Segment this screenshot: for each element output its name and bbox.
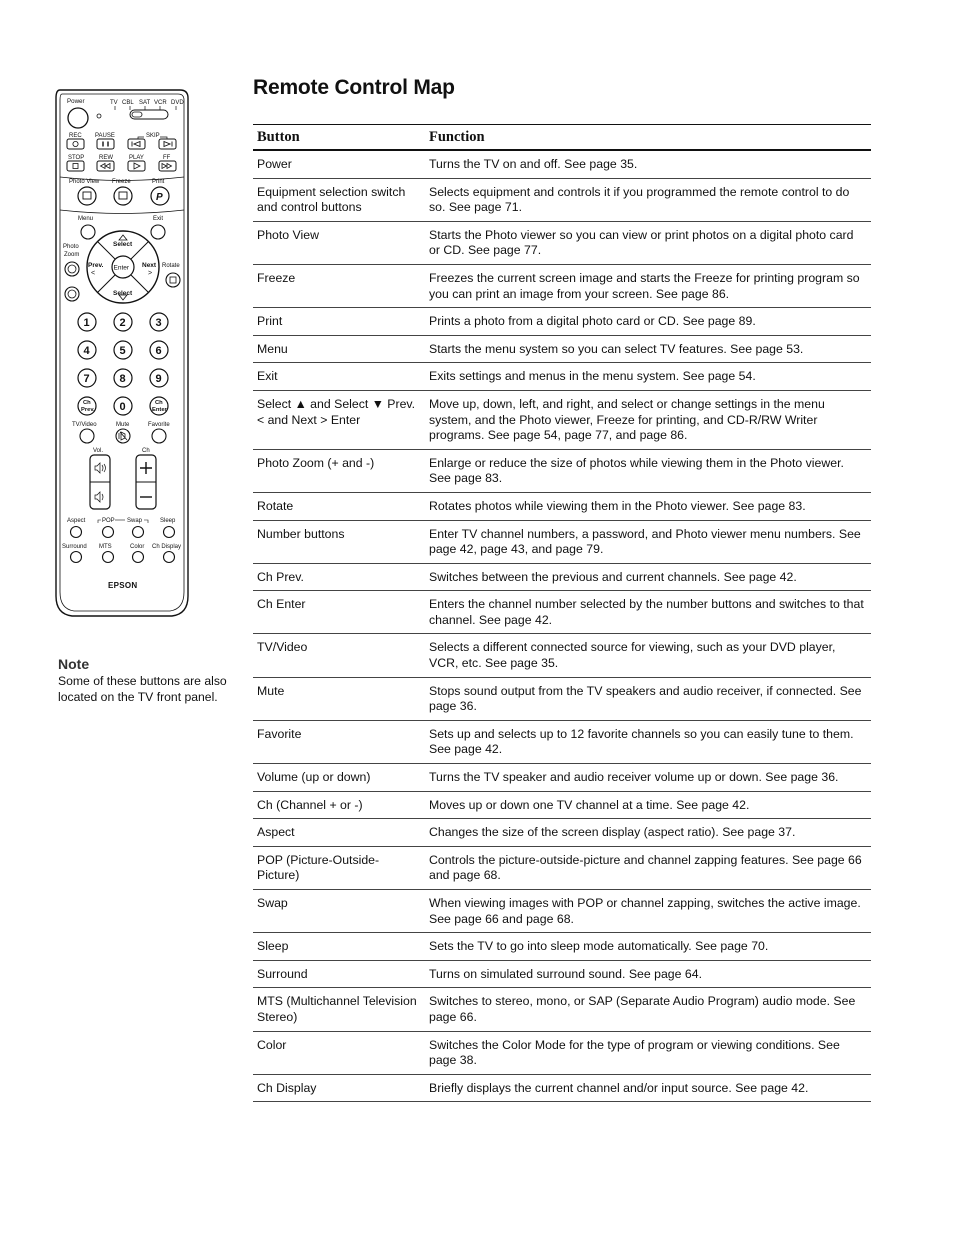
rotate-label: Rotate: [162, 263, 180, 269]
table-row: [253, 988, 871, 1031]
button-name-cell: Print: [257, 314, 283, 329]
note-title: Note: [58, 656, 90, 672]
color-label: Color: [130, 544, 145, 550]
mode-sat-label: SAT: [139, 100, 151, 106]
function-description-cell: Freezes the current screen image and starts the Freeze for printing program so you can print an image from your screen. See page 86.: [429, 270, 860, 301]
function-description-cell: Switches between the previous and current channels. See page 42.: [429, 569, 797, 584]
ch-display-label: Ch Display: [152, 544, 182, 550]
table-row: [253, 1074, 871, 1102]
function-description-cell: Switches the Color Mode for the type of program or viewing conditions. See page 38.: [429, 1037, 840, 1068]
swap-label: Swap: [127, 518, 143, 524]
channel-label: Ch: [142, 448, 150, 454]
table-row: [253, 449, 871, 492]
mode-cbl-label: CBL: [122, 100, 134, 106]
mute-label: Mute: [116, 422, 130, 428]
button-name-cell: Swap: [257, 896, 288, 910]
button-name-cell: Select ▲ and Select ▼ Prev. < and Next > Enter: [257, 396, 416, 427]
function-description-cell: Stops sound output from the TV speakers and audio receiver, if connected. See page 36.: [429, 683, 862, 714]
function-description-cell: Switches to stereo, mono, or SAP (Separate Audio Program) audio mode. See page 66.: [429, 994, 856, 1024]
number-6-label: 6: [155, 345, 162, 357]
table-row: [253, 634, 871, 677]
table-row: [253, 791, 871, 819]
button-name-cell: Photo View: [257, 227, 319, 242]
number-5-label: 5: [119, 345, 126, 357]
next-label: Next: [142, 262, 157, 269]
table-row: [253, 520, 871, 563]
select-up-label: Select: [113, 241, 133, 248]
function-description-cell: Move up, down, left, and right, and select or change settings in the menu system, and the Photo viewer, Freeze for printing, and CD-R/RW Writer programs. See page 54, page 77, and page 86.: [429, 396, 825, 443]
menu-label: Menu: [78, 216, 94, 222]
table-row: [253, 150, 871, 178]
button-name-cell: TV/Video: [257, 640, 308, 655]
pop-label: POP: [102, 518, 115, 524]
aspect-label: Aspect: [67, 518, 86, 524]
tv-video-button[interactable]: [80, 429, 94, 443]
number-8-label: 8: [119, 373, 126, 385]
button-name-cell: Mute: [257, 683, 285, 698]
prev-arrow-icon: <: [91, 270, 96, 277]
function-description-cell: Selects equipment and controls it if you programmed the remote control to do so. See page 71.: [429, 184, 850, 215]
table-row: [253, 846, 871, 889]
prev-label: Prev.: [88, 262, 104, 269]
button-name-cell: Ch (Channel + or -): [257, 797, 363, 812]
rec-label: REC: [69, 133, 82, 139]
function-description-cell: Rotates photos while viewing them in the Photo viewer. See page 83.: [429, 498, 806, 513]
pause-label: PAUSE: [95, 133, 115, 139]
remote-control-illustration: [52, 86, 194, 620]
power-label: Power: [67, 98, 85, 105]
photo-view-label: Photo View: [69, 179, 100, 185]
table-row: [253, 960, 871, 988]
stop-label: STOP: [68, 155, 85, 161]
enter-label: Enter: [113, 264, 130, 272]
ch-enter-label-1: Ch: [155, 400, 163, 406]
sleep-button[interactable]: [164, 527, 175, 538]
function-description-cell: Enters the channel number selected by the number buttons and switches to that channel. See page 42.: [429, 597, 864, 627]
function-description-cell: Briefly displays the current channel and/or input source. See page 42.: [429, 1080, 809, 1095]
menu-button[interactable]: [81, 225, 95, 239]
stop-button[interactable]: [67, 161, 84, 171]
button-name-cell: Ch Display: [257, 1080, 317, 1095]
button-name-cell: Exit: [257, 369, 278, 384]
freeze-label: Freeze: [112, 179, 131, 185]
remote-control-map-table: [253, 124, 871, 1102]
note-body: Some of these buttons are also located on the TV front panel.: [58, 674, 227, 704]
print-icon: P: [156, 192, 163, 203]
function-description-cell: When viewing images with POP or channel zapping, switches the active image. See page 66 and page 68.: [429, 896, 861, 926]
table-header-row: [253, 125, 871, 151]
table-row: [253, 264, 871, 307]
number-1-label: 1: [83, 317, 90, 329]
button-name-cell: Photo Zoom (+ and -): [257, 455, 375, 470]
button-name-cell: Menu: [257, 341, 288, 356]
favorite-button[interactable]: [152, 429, 166, 443]
sleep-label: Sleep: [160, 518, 176, 524]
table-row: [253, 335, 871, 363]
number-0-label: 0: [119, 401, 126, 413]
exit-label: Exit: [153, 216, 164, 222]
button-name-cell: Ch Enter: [257, 597, 306, 612]
mode-dvd-label: DVD: [171, 100, 184, 106]
pause-button[interactable]: [97, 139, 114, 149]
freeze-button[interactable]: [114, 187, 132, 205]
pop-button[interactable]: [103, 527, 114, 538]
button-name-cell: Rotate: [257, 498, 294, 513]
button-name-cell: Ch Prev.: [257, 569, 304, 584]
table-row: [253, 221, 871, 264]
column-header-function: Function: [429, 129, 485, 145]
table-row: [253, 819, 871, 847]
ff-label: FF: [163, 155, 171, 161]
button-name-cell: Freeze: [257, 270, 296, 285]
function-description-cell: Moves up or down one TV channel at a time. See page 42.: [429, 797, 750, 812]
table-row: [253, 890, 871, 933]
ff-button[interactable]: [159, 161, 176, 171]
number-9-label: 9: [155, 373, 162, 385]
table-row: [253, 677, 871, 720]
button-name-cell: Favorite: [257, 726, 302, 741]
table-row: [253, 178, 871, 221]
table-row: [253, 563, 871, 591]
function-description-cell: Turns on simulated surround sound. See page 64.: [429, 966, 702, 981]
tv-video-label: TV/Video: [72, 422, 97, 428]
skip-label: SKIP: [146, 133, 160, 139]
button-name-cell: Aspect: [257, 825, 295, 840]
button-name-cell: MTS (Multichannel Television Stereo): [257, 994, 417, 1024]
volume-label: Vol.: [93, 448, 104, 454]
mts-label: MTS: [99, 544, 112, 550]
play-label: PLAY: [129, 155, 144, 161]
function-description-cell: Prints a photo from a digital photo card or CD. See page 89.: [429, 314, 756, 329]
number-3-label: 3: [155, 317, 162, 329]
function-description-cell: Turns the TV on and off. See page 35.: [429, 157, 638, 171]
function-description-cell: Enlarge or reduce the size of photos while viewing them in the Photo viewer. See page 83.: [429, 455, 844, 486]
ch-display-button[interactable]: [164, 552, 175, 563]
photo-zoom-label-1: Photo: [63, 244, 79, 250]
photo-view-button[interactable]: [78, 187, 96, 205]
page-title: Remote Control Map: [253, 76, 455, 99]
table-row: [253, 492, 871, 520]
mode-vcr-label: VCR: [154, 100, 167, 106]
function-description-cell: Enter TV channel numbers, a password, and Photo viewer menu numbers. See page 42, page 43, and page 79.: [429, 526, 861, 557]
function-description-cell: Starts the menu system so you can select TV features. See page 53.: [429, 341, 804, 356]
function-description-cell: Changes the size of the screen display (aspect ratio). See page 37.: [429, 825, 796, 840]
table-row: [253, 1031, 871, 1074]
rotate-button[interactable]: [166, 273, 180, 287]
function-description-cell: Starts the Photo viewer so you can view or print photos on a digital photo card or CD. See page 77.: [429, 227, 854, 258]
rew-label: REW: [99, 155, 113, 161]
select-down-label: Select: [113, 290, 133, 297]
table-row: [253, 308, 871, 336]
function-description-cell: Selects a different connected source for viewing, such as your DVD player, VCR, etc. See page 35.: [429, 640, 836, 671]
number-2-label: 2: [119, 317, 126, 329]
remote-control-drawing: [52, 86, 194, 620]
button-name-cell: Power: [257, 157, 292, 171]
function-description-cell: Exits settings and menus in the menu system. See page 54.: [429, 369, 756, 384]
ch-prev-label-2: Prev.: [81, 407, 95, 413]
number-4-label: 4: [83, 345, 90, 357]
epson-logo: EPSON: [108, 581, 138, 590]
function-description-cell: Sets the TV to go into sleep mode automatically. See page 70.: [429, 939, 769, 954]
swap-button[interactable]: [133, 527, 144, 538]
mode-tv-label: TV: [110, 100, 118, 106]
aspect-button[interactable]: [71, 527, 82, 538]
mts-button[interactable]: [103, 552, 114, 563]
surround-label: Surround: [62, 544, 87, 550]
play-button[interactable]: [128, 161, 145, 171]
button-name-cell: Color: [257, 1037, 287, 1052]
column-header-button: Button: [257, 129, 300, 145]
button-name-cell: Volume (up or down): [257, 770, 371, 785]
function-description-cell: Sets up and selects up to 12 favorite channels so you can easily tune to them. See page 42.: [429, 726, 854, 757]
table-row: [253, 591, 871, 634]
function-description-cell: Controls the picture-outside-picture and channel zapping features. See page 66 and page 68.: [429, 852, 862, 883]
skip-forward-button[interactable]: [159, 139, 176, 149]
button-name-cell: Equipment selection switch and control buttons: [257, 184, 406, 215]
button-name-cell: Sleep: [257, 939, 289, 954]
table-row: [253, 363, 871, 391]
table-row: [253, 933, 871, 961]
table-row: [253, 720, 871, 763]
button-name-cell: POP (Picture-Outside-Picture): [257, 852, 380, 883]
color-button[interactable]: [133, 552, 144, 563]
favorite-label: Favorite: [148, 422, 170, 428]
indicator-light: [97, 114, 101, 118]
table-body: [253, 150, 871, 1102]
skip-back-button[interactable]: [128, 139, 145, 149]
surround-button[interactable]: [71, 552, 82, 563]
number-7-label: 7: [83, 373, 90, 385]
photo-zoom-plus-button[interactable]: [65, 262, 79, 276]
ch-prev-label-1: Ch: [83, 400, 91, 406]
print-label: Print: [152, 179, 165, 185]
power-button[interactable]: [68, 108, 88, 128]
note: [58, 656, 228, 705]
table-row: [253, 390, 871, 449]
photo-zoom-minus-button[interactable]: [65, 287, 79, 301]
ch-enter-label-2: Enter: [152, 407, 167, 413]
next-arrow-icon: >: [148, 270, 153, 277]
exit-button[interactable]: [151, 225, 165, 239]
function-description-cell: Turns the TV speaker and audio receiver volume up or down. See page 36.: [429, 770, 839, 785]
photo-zoom-label-2: Zoom: [64, 252, 80, 258]
table-row: [253, 764, 871, 792]
rec-button[interactable]: [67, 139, 84, 149]
button-name-cell: Surround: [257, 966, 308, 981]
button-name-cell: Number buttons: [257, 526, 345, 541]
